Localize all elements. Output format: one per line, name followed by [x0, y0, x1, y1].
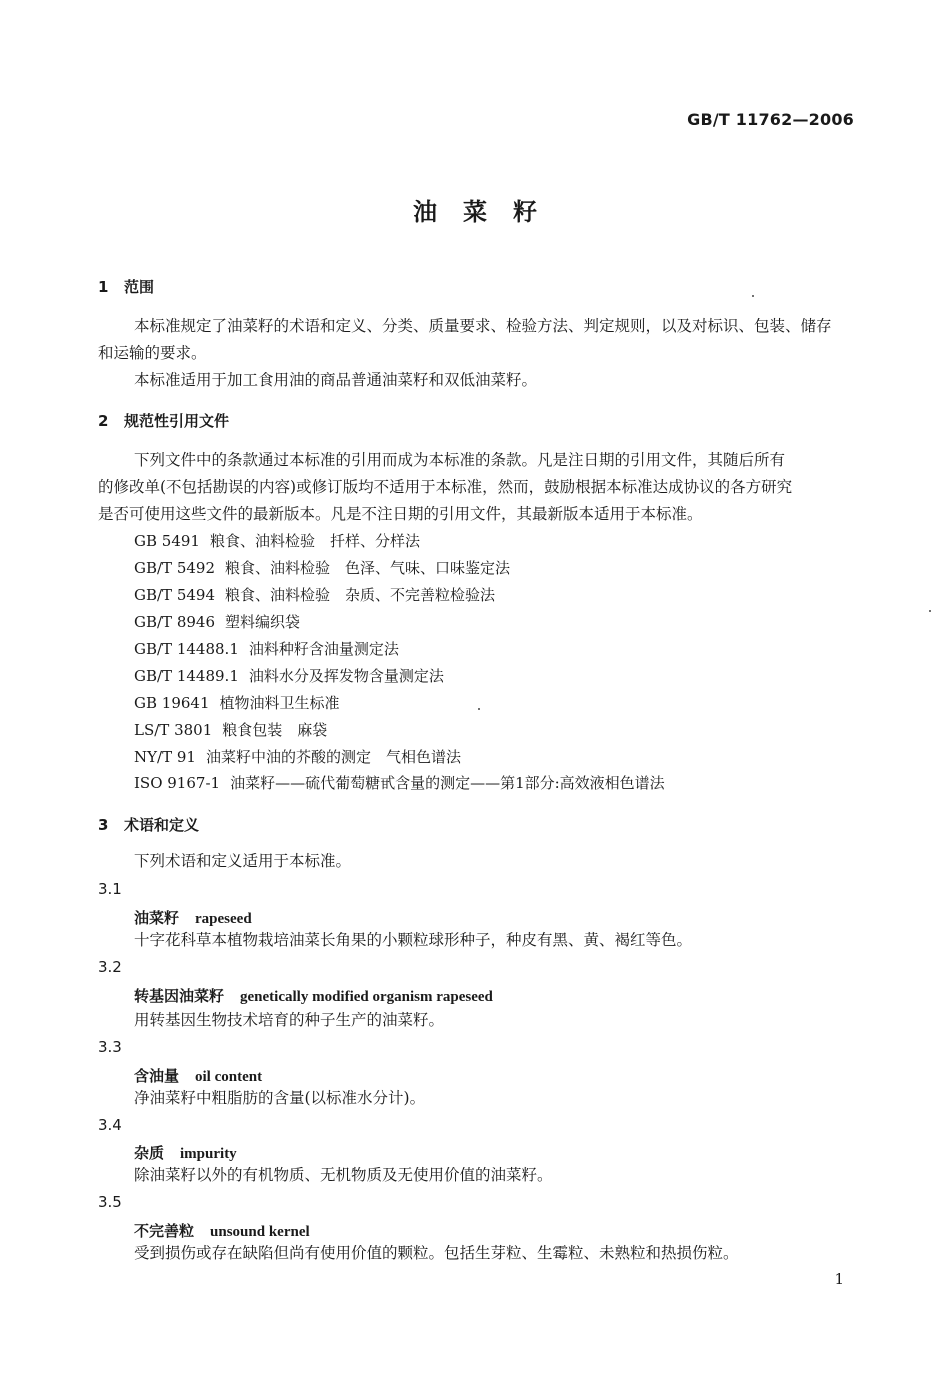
- reference-item: [134, 665, 444, 686]
- paragraph-line: 的修改单(不包括勘误的内容)或修订版均不适用于本标准，然而，鼓励根据本标准达成协议的各方研究: [98, 478, 793, 496]
- reference-code: GB/T 14489.1: [134, 667, 239, 685]
- reference-item: [134, 746, 461, 767]
- term-definition: 净油菜籽中粗脂肪的含量(以标准水分计)。: [134, 1089, 426, 1107]
- reference-code: GB/T 5494: [134, 586, 216, 604]
- reference-code: GB/T 8946: [134, 613, 216, 631]
- term-english: impurity: [180, 1146, 237, 1162]
- reference-item: [134, 692, 340, 713]
- section-number: 3: [98, 816, 109, 834]
- term-english: rapeseed: [195, 911, 252, 927]
- reference-title: 植物油料卫生标准: [219, 694, 340, 712]
- section-number: 2: [98, 412, 109, 430]
- reference-title: 粮食包装 麻袋: [222, 721, 328, 739]
- reference-title: 油菜籽中油的芥酸的测定 气相色谱法: [205, 748, 461, 766]
- reference-title: 粮食、油料检验 杂质、不完善粒检验法: [225, 586, 496, 604]
- reference-title: 粮食、油料检验 色泽、气味、口味鉴定法: [225, 559, 511, 577]
- term-chinese: 油菜籽: [134, 909, 180, 927]
- section-number: 1: [98, 278, 109, 296]
- term-chinese: 杂质: [134, 1144, 165, 1162]
- reference-code: LS/T 3801: [134, 721, 213, 739]
- section-title: 术语和定义: [124, 816, 200, 834]
- paragraph-line: 和运输的要求。: [98, 344, 207, 362]
- reference-code: GB/T 14488.1: [134, 640, 239, 658]
- term-english: genetically modified organism rapeseed: [240, 989, 493, 1005]
- term-definition: 用转基因生物技术培育的种子生产的油菜籽。: [134, 1011, 445, 1029]
- section-3-heading: [98, 814, 199, 835]
- paragraph-line: 下列术语和定义适用于本标准。: [134, 852, 352, 870]
- scan-speck: [752, 295, 754, 297]
- reference-title: 塑料编织袋: [225, 613, 301, 631]
- term-chinese: 转基因油菜籽: [134, 987, 225, 1005]
- scan-speck: [929, 610, 931, 612]
- page-number: 1: [834, 1270, 844, 1288]
- reference-title: 油料种籽含油量测定法: [248, 640, 399, 658]
- term-chinese: 含油量: [134, 1067, 180, 1085]
- reference-item: [134, 530, 420, 551]
- reference-code: GB 19641: [134, 694, 210, 712]
- term-entry: [134, 1220, 310, 1241]
- paragraph-line: 本标准适用于加工食用油的商品普通油菜籽和双低油菜籽。: [134, 371, 538, 389]
- reference-title: 油菜籽——硫代葡萄糖甙含量的测定——第1部分:高效液相色谱法: [230, 774, 665, 792]
- term-english: unsound kernel: [210, 1224, 310, 1240]
- clause-number: 3.1: [98, 880, 122, 898]
- term-definition: 十字花科草本植物栽培油菜长角果的小颗粒球形种子，种皮有黑、黄、褐红等色。: [134, 931, 693, 949]
- paragraph-line: 是否可使用这些文件的最新版本。凡是不注日期的引用文件，其最新版本适用于本标准。: [98, 505, 703, 523]
- term-english: oil content: [195, 1069, 263, 1085]
- term-definition: 除油菜籽以外的有机物质、无机物质及无使用价值的油菜籽。: [134, 1166, 553, 1184]
- reference-item: [134, 557, 510, 578]
- term-definition: 受到损伤或存在缺陷但尚有使用价值的颗粒。包括生芽粒、生霉粒、未熟粒和热损伤粒。: [134, 1244, 739, 1262]
- reference-code: ISO 9167-1: [134, 774, 221, 792]
- clause-number: 3.2: [98, 958, 122, 976]
- reference-item: [134, 638, 399, 659]
- reference-code: GB/T 5492: [134, 559, 216, 577]
- scan-speck: [478, 708, 480, 710]
- section-title: 规范性引用文件: [124, 412, 230, 430]
- reference-code: NY/T 91: [134, 748, 196, 766]
- term-entry: [134, 907, 252, 928]
- section-1-heading: [98, 276, 154, 297]
- clause-number: 3.4: [98, 1116, 122, 1134]
- reference-item: [134, 611, 300, 632]
- clause-number: 3.3: [98, 1038, 122, 1056]
- reference-title: 油料水分及挥发物含量测定法: [248, 667, 444, 685]
- reference-code: GB 5491: [134, 532, 200, 550]
- document-title: 油菜籽: [413, 198, 563, 226]
- term-entry: [134, 1065, 262, 1086]
- paragraph-line: 本标准规定了油菜籽的术语和定义、分类、质量要求、检验方法、判定规则，以及对标识、包装、储存: [134, 317, 832, 335]
- clause-number: 3.5: [98, 1193, 122, 1211]
- term-chinese: 不完善粒: [134, 1222, 195, 1240]
- reference-item: [134, 584, 495, 605]
- term-entry: [134, 985, 493, 1006]
- reference-item: [134, 719, 327, 740]
- section-title: 范围: [124, 278, 155, 296]
- reference-title: 粮食、油料检验 扦样、分样法: [209, 532, 420, 550]
- paragraph-line: 下列文件中的条款通过本标准的引用而成为本标准的条款。凡是注日期的引用文件，其随后所有: [134, 451, 786, 469]
- reference-item: [134, 772, 665, 793]
- term-entry: [134, 1142, 237, 1163]
- section-2-heading: [98, 410, 229, 431]
- standard-code: GB/T 11762—2006: [687, 110, 854, 129]
